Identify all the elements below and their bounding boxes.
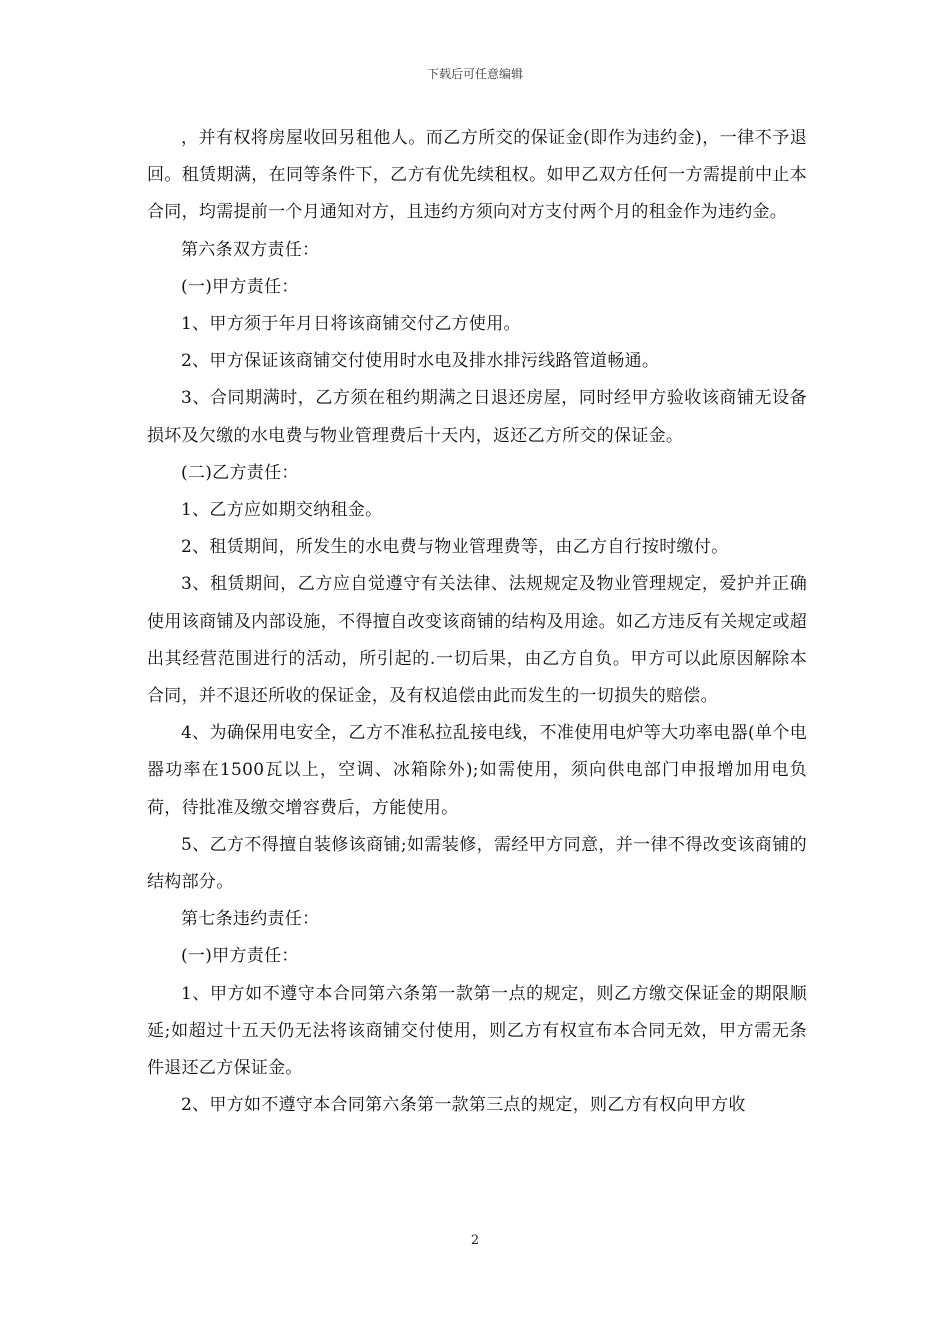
- paragraph: 第六条双方责任：: [181, 239, 320, 260]
- paragraph: 3、租赁期间，乙方应自觉遵守有关法律、法规规定及物业管理规定，爱护并正确使用该商铺及内部设施，不得擅自改变该商铺的结构及用途。如乙方违反有关规定或超出其经营范围进行的活动，所引起的.一切后果，由乙方自负。甲方可以此原因解除本合同，并不退还所收的保证金，及有权追偿由此而发生的一切损失的赔偿。: [147, 574, 807, 707]
- paragraph: 5、乙方不得擅自装修该商铺;如需装修，需经甲方同意，并一律不得改变该商铺的结构部分。: [147, 834, 807, 893]
- paragraph: 2、甲方保证该商铺交付使用时水电及排水排污线路管道畅通。: [181, 351, 660, 372]
- paragraph: 3、合同期满时，乙方须在租约期满之日退还房屋，同时经甲方验收该商铺无设备损坏及欠缴的水电费与物业管理费后十天内，返还乙方所交的保证金。: [147, 388, 807, 446]
- paragraph: (二)乙方责任：: [181, 462, 299, 483]
- page-header-note: 下载后可任意编辑: [426, 67, 523, 81]
- document-body: [147, 120, 807, 1124]
- paragraph: 第七条违约责任：: [181, 909, 320, 930]
- paragraph: 1、乙方应如期交纳租金。: [181, 500, 383, 521]
- paragraph: 2、甲方如不遵守本合同第六条第一款第三点的规定，则乙方有权向甲方收: [181, 1095, 746, 1116]
- paragraph: 2、租赁期间，所发生的水电费与物业管理费等，由乙方自行按时缴付。: [181, 537, 729, 558]
- paragraph: ，并有权将房屋收回另租他人。而乙方所交的保证金(即作为违约金)，一律不予退回。租赁期满，在同等条件下，乙方有优先续租权。如甲乙双方任何一方需提前中止本合同，均需提前一个月通知对方，且违约方须向对方支付两个月的租金作为违约金。: [147, 128, 807, 223]
- paragraph: (一)甲方责任：: [181, 276, 299, 297]
- paragraph: 4、为确保用电安全，乙方不准私拉乱接电线，不准使用电炉等大功率电器(单个电器功率在1500瓦以上，空调、冰箱除外);如需使用，须向供电部门申报增加用电负荷，待批准及缴交增容费后，方能使用。: [147, 723, 807, 818]
- paragraph: 1、甲方如不遵守本合同第六条第一款第一点的规定，则乙方缴交保证金的期限顺延;如超过十五天仍无法将该商铺交付使用，则乙方有权宣布本合同无效，甲方需无条件退还乙方保证金。: [147, 983, 807, 1079]
- page-number: 2: [470, 1233, 480, 1248]
- paragraph: (一)甲方责任：: [181, 946, 299, 967]
- paragraph: 1、甲方须于年月日将该商铺交付乙方使用。: [181, 314, 521, 335]
